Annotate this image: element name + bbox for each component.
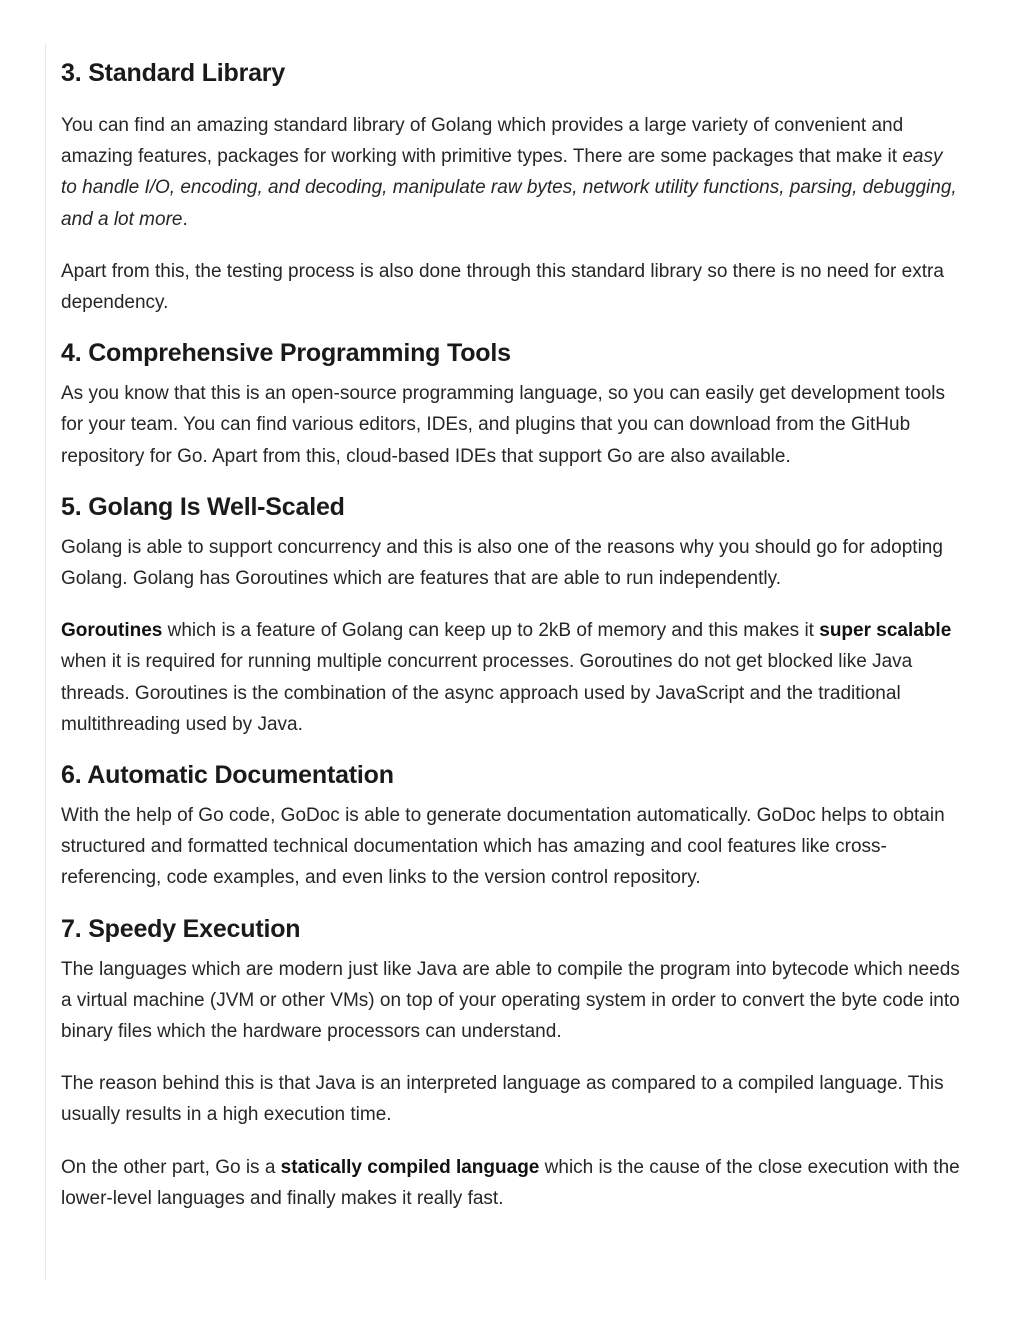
section-speedy-execution [61,912,961,1214]
paragraph [61,110,961,235]
section-heading: 5. Golang Is Well-Scaled [61,492,345,521]
paragraph: As you know that this is an open-source programming language, so you can easily get development tools for your team. You can find various editors, IDEs, and plugins that you can download from the GitHub repository for Go. Apart from this, cloud-based IDEs that support Go are also available. [61,383,946,467]
section-heading: 4. Comprehensive Programming Tools [61,339,511,368]
text-run: which is the cause of the close execution with the lower-level languages and finally makes it really fast. [61,1156,960,1209]
bold-text: super scalable [819,620,952,642]
text-run: . [182,208,188,230]
section-standard-library [61,56,961,318]
left-margin-rule [45,44,46,1280]
bold-text: statically compiled language [280,1156,540,1178]
bold-text: Goroutines [61,620,163,642]
paragraph [61,615,961,740]
section-heading: 7. Speedy Execution [61,914,301,943]
paragraph: Golang is able to support concurrency and this is also one of the reasons why you should go for adopting Golang. Golang has Goroutines which are features that are able to run independently. [61,536,943,590]
paragraph: The languages which are modern just like Java are able to compile the program into bytecode which needs a virtual machine (JVM or other VMs) on top of your operating system in order to convert the byte code into binary files which the hardware processors can understand. [61,958,960,1043]
section-automatic-documentation [61,758,961,894]
article-content [61,56,961,1214]
text-run: You can find an amazing standard library of Golang which provides a large variety of convenient and amazing features, packages for working with primitive types. There are some packages that make it [61,115,904,168]
paragraph: The reason behind this is that Java is an interpreted language as compared to a compiled language. This usually results in a high execution time. [61,1073,944,1126]
section-programming-tools [61,336,961,472]
section-heading: 6. Automatic Documentation [61,761,394,790]
italic-text: easy to handle I/O, encoding, and decoding, manipulate raw bytes, network utility functions, parsing, debugging, and a lot more [61,146,957,230]
text-run: which is a feature of Golang can keep up to 2kB of memory and this makes it [162,620,820,642]
text-run: On the other part, Go is a [61,1156,281,1178]
section-well-scaled [61,490,961,740]
paragraph: With the help of Go code, GoDoc is able to generate documentation automatically. GoDoc helps to obtain structured and formatted technical documentation which has amazing and cool features like cross-referencing, code examples, and even links to the version control repository. [61,805,945,889]
paragraph: Apart from this, the testing process is also done through this standard library so there is no need for extra dependency. [61,260,944,314]
text-run: when it is required for running multiple concurrent processes. Goroutines do not get blocked like Java threads. Goroutines is the combination of the async approach used by JavaScript and the traditional multithreading used by Java. [61,651,913,735]
paragraph [61,1152,961,1214]
section-heading: 3. Standard Library [61,59,286,87]
